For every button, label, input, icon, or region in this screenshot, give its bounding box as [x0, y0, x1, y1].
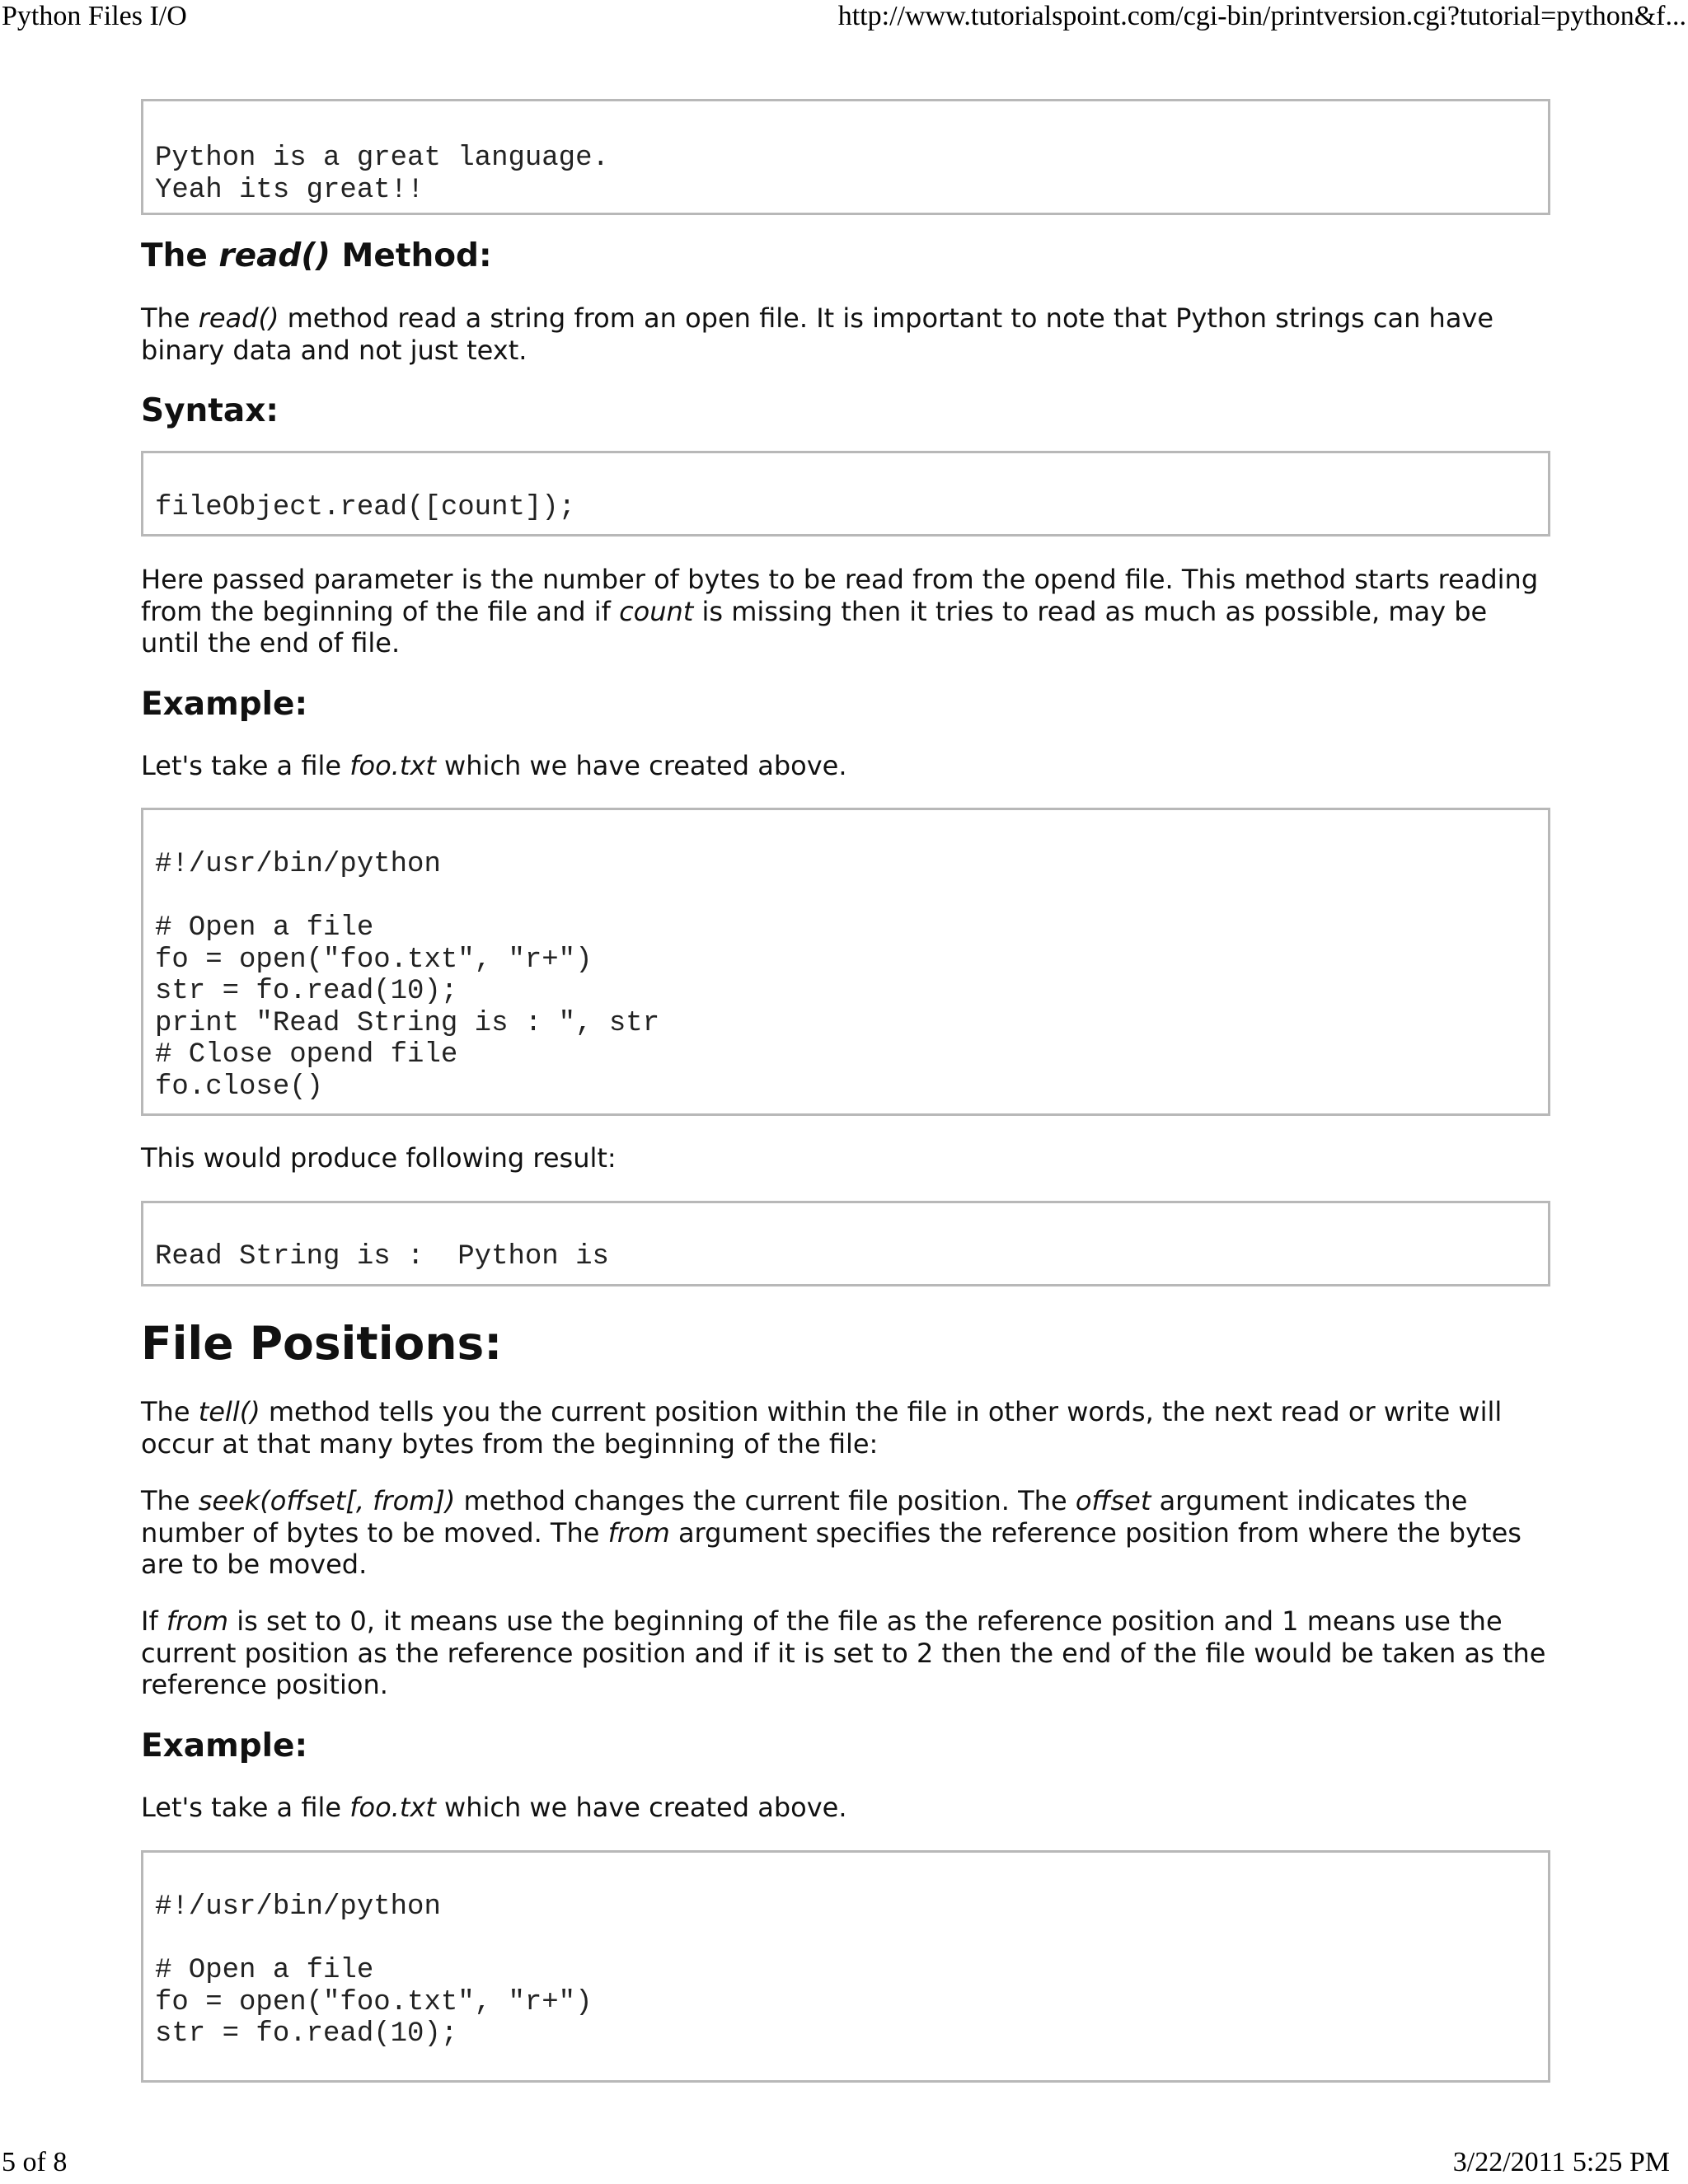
page-url: http://www.tutorialspoint.com/cgi-bin/printversion.cgi?tutorial=python&f... — [837, 1, 1686, 31]
section-heading-read: The read() Method: — [141, 237, 492, 274]
code-block-syntax — [141, 451, 1550, 537]
example-heading-2: Example: — [141, 1727, 308, 1765]
paragraph-param: Here passed parameter is the number of bytes to be read from the opend file. This method starts reading from the beginning of the file and if count is missing then it tries to read as much as possible, may be until the end of file. — [141, 564, 1539, 658]
syntax-heading: Syntax: — [141, 392, 279, 429]
section-heading-file-positions: File Positions: — [141, 1317, 503, 1370]
paragraph-read: The read() method read a string from an open file. It is important to note that Python strings can have binary data and not just text. — [141, 302, 1494, 366]
print-header — [0, 0, 1688, 36]
paragraph-tell: The tell() method tells you the current position within the file in other words, the next read or write will occur at that many bytes from the beginning of the file: — [141, 1396, 1503, 1460]
code-text: Python is a great language. Yeah its great!! — [155, 143, 609, 206]
paragraph-seek: The seek(offset[, from]) method changes the current file position. The offset argument indicates the number of bytes to be moved. The from argument specifies the reference position from where the bytes are to be moved. — [141, 1485, 1522, 1580]
paragraph-example-intro-2: Let's take a file foo.txt which we have created above. — [141, 1792, 847, 1823]
paragraph-result-intro: This would produce following result: — [141, 1142, 617, 1174]
page-title: Python Files I/O — [2, 1, 187, 31]
code-text: Read String is : Python is — [155, 1241, 609, 1272]
page-number: 5 of 8 — [2, 2147, 68, 2177]
code-block-example — [141, 808, 1550, 1116]
print-footer — [0, 2146, 1688, 2182]
example-heading: Example: — [141, 686, 308, 723]
code-text: #!/usr/bin/python # Open a file fo = open("foo.txt", "r+") str = fo.read(10); — [155, 1891, 593, 2050]
paragraph-example-intro: Let's take a file foo.txt which we have created above. — [141, 750, 847, 781]
print-datetime: 3/22/2011 5:25 PM — [1452, 2147, 1670, 2177]
code-text: fileObject.read([count]); — [155, 492, 576, 523]
code-text: #!/usr/bin/python # Open a file fo = open("foo.txt", "r+") str = fo.read(10); print "Read String is : ", str # Close opend file fo.close() — [155, 849, 660, 1103]
paragraph-from: If from is set to 0, it means use the beginning of the file as the reference position and 1 means use the current position as the reference position and if it is set to 2 then the end of the file would be taken as the reference position. — [141, 1605, 1546, 1700]
code-block-example-2 — [141, 1850, 1550, 2083]
code-block-output — [141, 99, 1550, 215]
code-block-result — [141, 1201, 1550, 1286]
